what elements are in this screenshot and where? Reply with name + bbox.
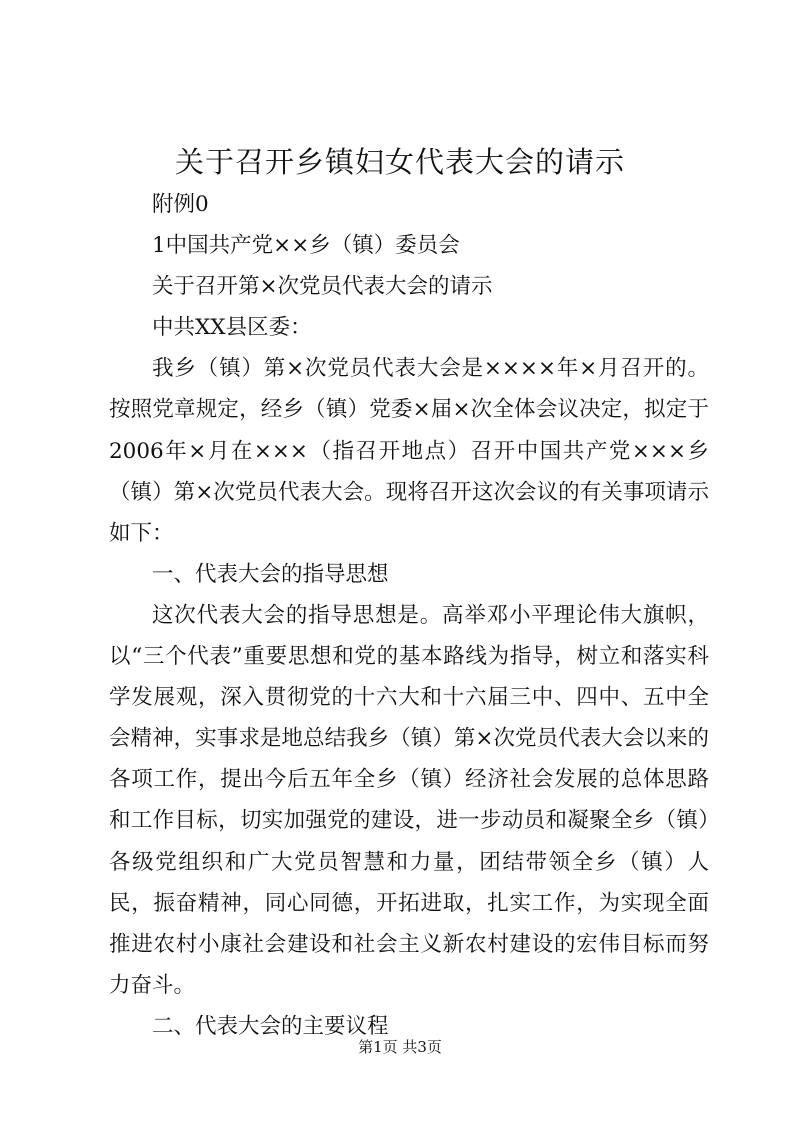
page-number-footer: 第1页 共3页 — [358, 1038, 442, 1056]
paragraph-request-subject: 关于召开第×次党员代表大会的请示 — [152, 274, 493, 300]
paragraph-attachment-label: 附例0 — [152, 192, 209, 217]
section-heading-main-agenda: 二、代表大会的主要议程 — [152, 1013, 389, 1039]
section-heading-guiding-ideology: 一、代表大会的指导思想 — [152, 561, 389, 587]
document-body — [109, 184, 709, 1047]
paragraph-addressee: 中共XX县区委： — [152, 315, 312, 341]
document-title: 关于召开乡镇妇女代表大会的请示 — [174, 145, 625, 179]
paragraph-guiding-ideology: 这次代表大会的指导思想是。高举邓小平理论伟大旗帜，以“三个代表”重要思想和党的基本路线为指导，树立和落实科学发展观，深入贯彻党的十六大和十六届三中、四中、五中全会精神，实事求是地总结我乡（镇）第×次党员代表大会以来的各项工作，提出今后五年全乡（镇）经济社会发展的总体思路和工作目标，切实加强党的建设，进一步动员和凝聚全乡（镇）各级党组织和广大党员智慧和力量，团结带领全乡（镇）人民，振奋精神，同心同德，开拓进取，扎实工作，为实现全面推进农村小康社会建设和社会主义新农村建设的宏伟目标而努力奋斗。 — [109, 602, 709, 998]
paragraph-committee-name: 1中国共产党××乡（镇）委员会 — [152, 233, 460, 259]
paragraph-introduction: 我乡（镇）第×次党员代表大会是××××年×月召开的。按照党章规定，经乡（镇）党委×届×次全体会议决定，拟定于2006年×月在×××（指召开地点）召开中国共产党×××乡（镇）第×次党员代表大会。现将召开这次会议的有关事项请示如下： — [109, 356, 709, 546]
